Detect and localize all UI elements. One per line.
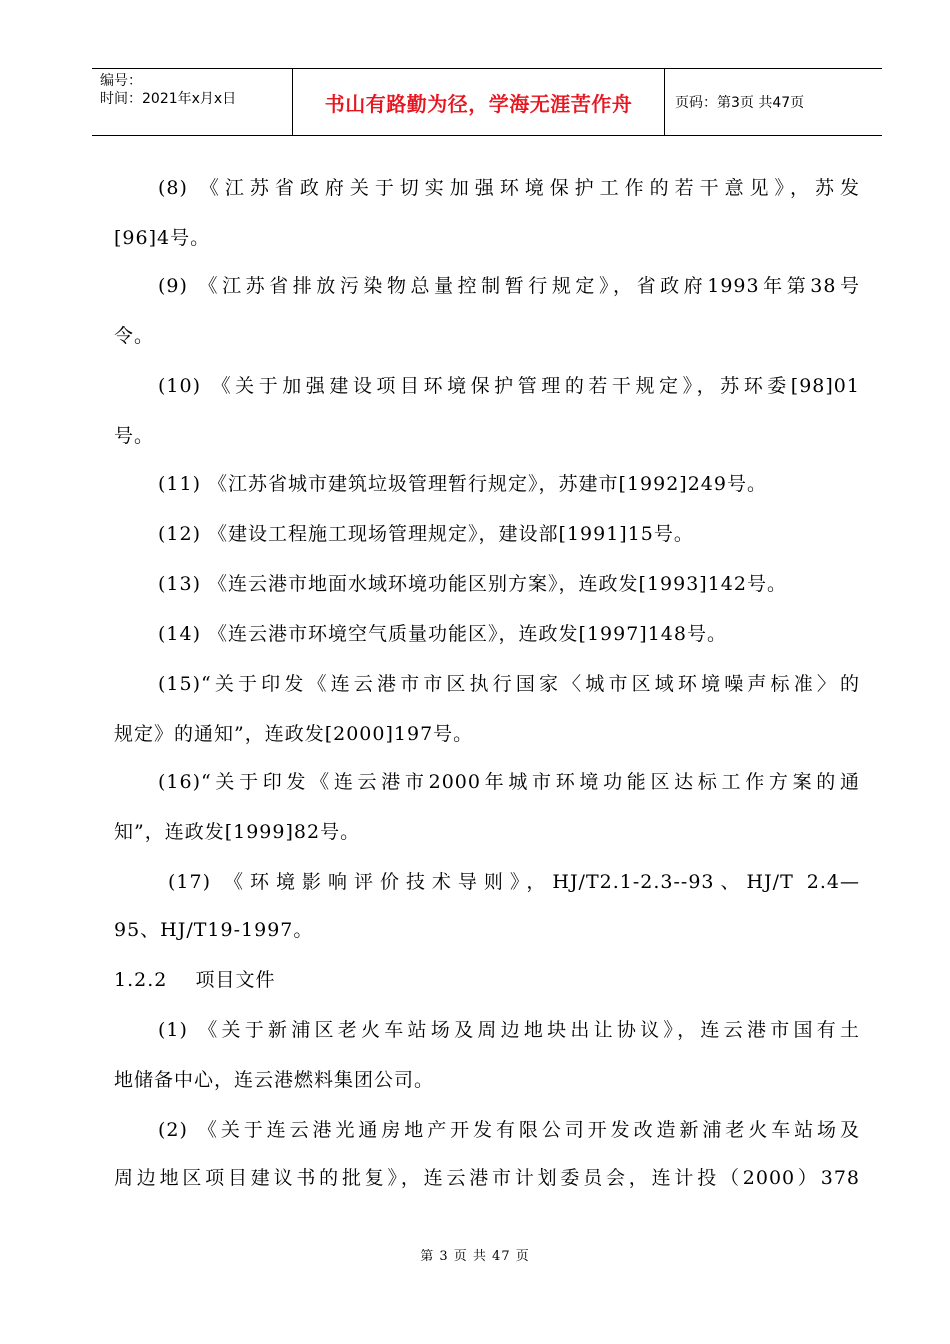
body-line: [96]4号。 [114,227,211,249]
body-line: (11) 《江苏省城市建筑垃圾管理暂行规定》，苏建市[1992]249号。 [158,473,767,495]
body-line: (2) 《关于连云港光通房地产开发有限公司开发改造新浦老火车站场及 [158,1119,860,1141]
doc-number: 编号： [100,73,142,89]
section-heading: 1.2.2 项目文件 [114,969,276,991]
body-line: (1) 《关于新浦区老火车站场及周边地块出让协议》，连云港市国有土 [158,1019,860,1041]
body-line: (8) 《江苏省政府关于切实加强环境保护工作的若干意见》，苏发 [158,177,860,199]
header-page-info: 页码：第3页 共47页 [675,95,805,111]
body-line: 知”，连政发[1999]82号。 [114,821,361,843]
body-line: (15)“关于印发《连云港市市区执行国家〈城市区域环境噪声标准〉的 [158,673,860,695]
body-line: (17) 《环境影响评价技术导则》，HJ/T2.1-2.3--93、HJ/T 2.4— [168,871,860,893]
page-footer: 第 3 页 共 47 页 [420,1249,530,1264]
header-motto: 书山有路勤为径，学海无涯苦作舟 [293,69,665,135]
body-line: 地储备中心，连云港燃料集团公司。 [114,1069,435,1091]
body-line: 令。 [114,325,155,347]
body-line: (9) 《江苏省排放污染物总量控制暂行规定》，省政府1993年第38号 [158,275,860,297]
doc-time: 时间：2021年x月x日 [100,91,237,107]
body-line: 周边地区项目建议书的批复》，连云港市计划委员会，连计投（2000）378 [114,1167,860,1189]
body-line: 95、HJ/T19-1997。 [114,919,314,941]
page-header [92,68,882,136]
body-line: (14) 《连云港市环境空气质量功能区》，连政发[1997]148号。 [158,623,727,645]
body-line: 规定》的通知”，连政发[2000]197号。 [114,723,474,745]
body-line: 号。 [114,425,155,447]
header-meta [92,69,293,135]
body-line: (12) 《建设工程施工现场管理规定》，建设部[1991]15号。 [158,523,694,545]
body-line: (16)“关于印发《连云港市2000年城市环境功能区达标工作方案的通 [158,771,860,793]
body-line: (10) 《关于加强建设项目环境保护管理的若干规定》，苏环委[98]01 [158,375,860,397]
body-line: (13) 《连云港市地面水域环境功能区别方案》，连政发[1993]142号。 [158,573,787,595]
